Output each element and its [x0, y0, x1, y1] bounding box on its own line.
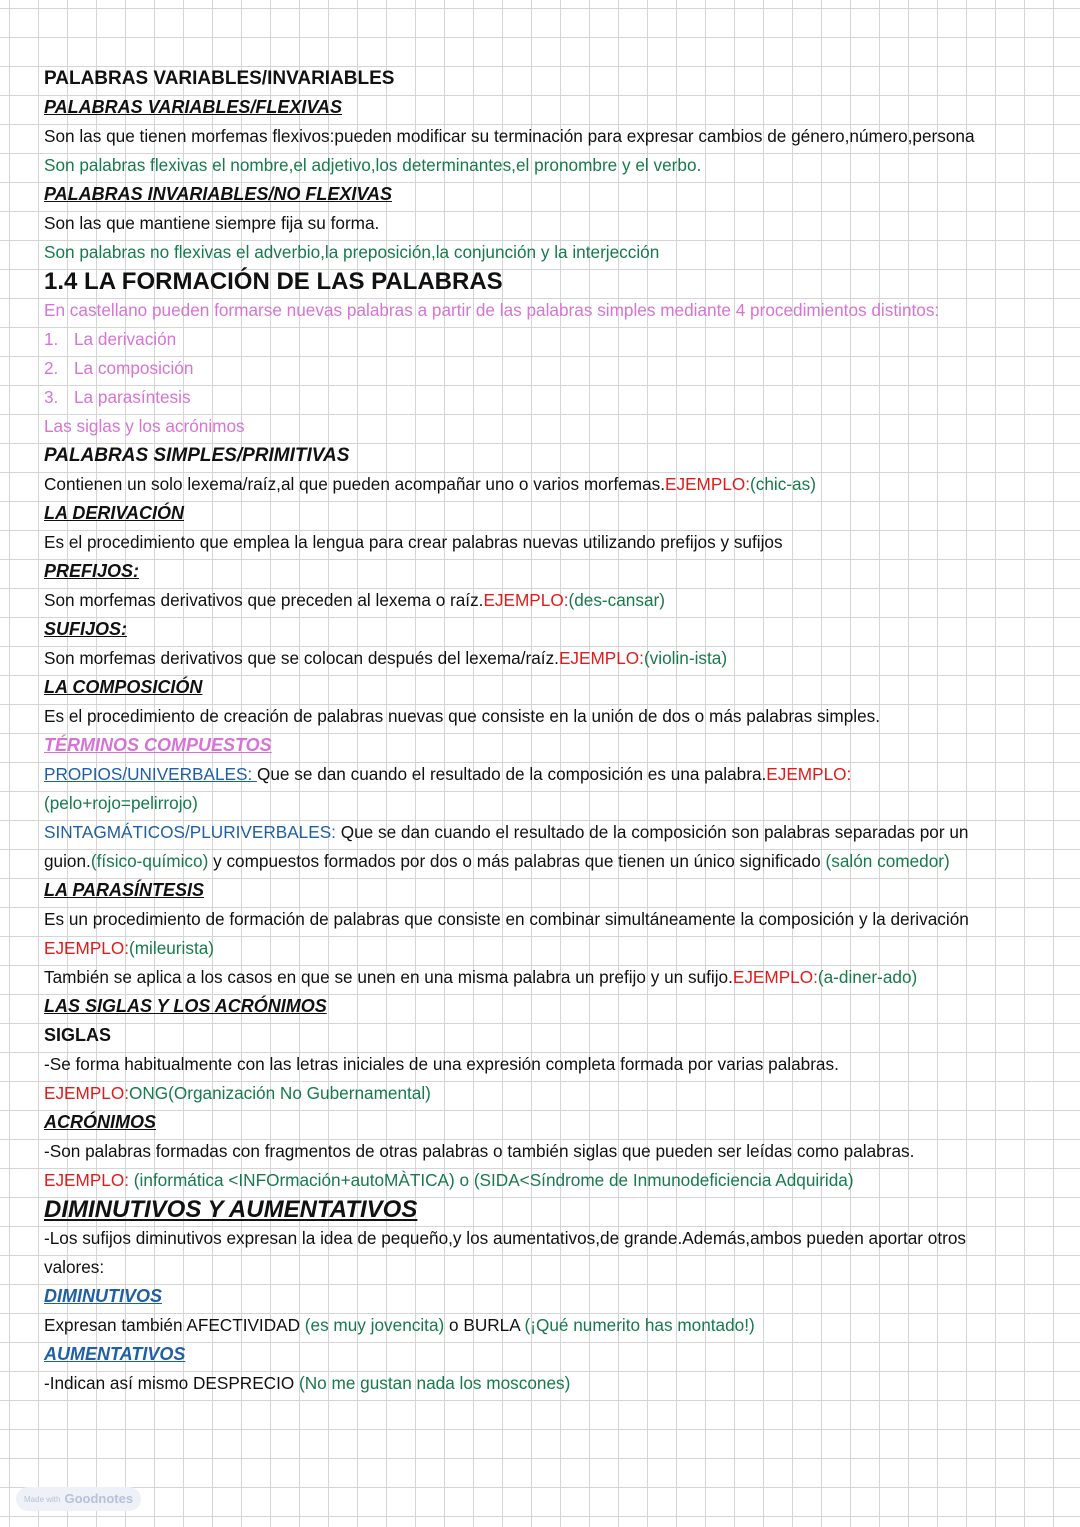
text-line: -Indican así mismo DESPRECIO (No me gustan nada los moscones) — [44, 1373, 571, 1393]
text-line: Son palabras flexivas el nombre,el adjetivo,los determinantes,el pronombre y el verbo. — [44, 155, 702, 175]
subheading-composicion: LA COMPOSICIÓN — [44, 677, 203, 697]
heading-palabras-variables-invariables: PALABRAS VARIABLES/INVARIABLES — [44, 68, 395, 89]
text-line: Son morfemas derivativos que preceden al lexema o raíz.EJEMPLO:(des-cansar) — [44, 590, 665, 610]
subheading-diminutivos: DIMINUTIVOS — [44, 1286, 163, 1306]
goodnotes-badge: Made with Goodnotes — [16, 1487, 141, 1511]
text-line: Son las que mantiene siempre fija su forma. — [44, 213, 380, 233]
heading-siglas: SIGLAS — [44, 1025, 112, 1045]
subheading-derivacion: LA DERIVACIÓN — [44, 503, 185, 523]
subheading-parasintesis: LA PARASÍNTESIS — [44, 880, 205, 900]
subheading-acronimos: ACRÓNIMOS — [44, 1112, 156, 1132]
text-line: -Los sufijos diminutivos expresan la idea de pequeño,y los aumentativos,de grande.Además,ambos pueden aportar otros — [44, 1228, 966, 1248]
section-title-diminutivos-aumentativos: DIMINUTIVOS Y AUMENTATIVOS — [44, 1196, 418, 1223]
text-line: También se aplica a los casos en que se unen en una misma palabra un prefijo y un sufijo.EJEMPLO:(a-diner-ado) — [44, 967, 918, 987]
text-line: Es el procedimiento que emplea la lengua para crear palabras nuevas utilizando prefijos y sufijos — [44, 532, 783, 552]
subheading-invariables: PALABRAS INVARIABLES/NO FLEXIVAS — [44, 184, 393, 204]
text-line: Es el procedimiento de creación de palabras nuevas que consiste en la unión de dos o más palabras simples. — [44, 706, 881, 726]
text-line: -Se forma habitualmente con las letras iniciales de una expresión completa formada por varias palabras. — [44, 1054, 839, 1074]
section-title-formacion: 1.4 LA FORMACIÓN DE LAS PALABRAS — [44, 268, 503, 295]
text-line: PROPIOS/UNIVERBALES: Que se dan cuando el resultado de la composición es una palabra.EJEMPLO: — [44, 764, 852, 784]
text-line: Son morfemas derivativos que se colocan después del lexema/raíz.EJEMPLO:(violin-ista) — [44, 648, 728, 668]
subheading-variables-flexivas: PALABRAS VARIABLES/FLEXIVAS — [44, 97, 343, 117]
text-line: EJEMPLO: (informática <INFOrmación+autoMÀTICA) o (SIDA<Síndrome de Inmunodeficiencia Adquirida) — [44, 1170, 854, 1190]
text-line: Es un procedimiento de formación de palabras que consiste en combinar simultáneamente la composición y la derivación — [44, 909, 969, 929]
subheading-terminos-compuestos: TÉRMINOS COMPUESTOS — [44, 735, 272, 755]
note-page — [44, 64, 1044, 1398]
text-line: EJEMPLO:(mileurista) — [44, 938, 215, 958]
text-line: En castellano pueden formarse nuevas palabras a partir de las palabras simples mediante 4 procedimientos distintos: — [44, 300, 940, 320]
text-line: Contienen un solo lexema/raíz,al que pueden acompañar uno o varios morfemas.EJEMPLO:(chic-as) — [44, 474, 816, 494]
text-line: EJEMPLO:ONG(Organización No Gubernamental) — [44, 1083, 431, 1103]
text-line: -Son palabras formadas con fragmentos de otras palabras o también siglas que pueden ser leídas como palabras. — [44, 1141, 915, 1161]
subheading-prefijos: PREFIJOS: — [44, 561, 140, 581]
text-line: SINTAGMÁTICOS/PLURIVERBALES: Que se dan cuando el resultado de la composición son palabras separadas por un — [44, 822, 969, 842]
list-item: 1. La derivación — [44, 329, 177, 349]
list-item: 3. La parasíntesis — [44, 387, 191, 407]
text-line: guion.(físico-químico) y compuestos formados por dos o más palabras que tienen un único significado (salón comedor) — [44, 851, 950, 871]
text-line: (pelo+rojo=pelirrojo) — [44, 793, 198, 813]
text-line: Son las que tienen morfemas flexivos:pueden modificar su terminación para expresar cambios de género,número,persona — [44, 126, 975, 146]
heading-simples-primitivas: PALABRAS SIMPLES/PRIMITIVAS — [44, 445, 350, 466]
text-line: valores: — [44, 1257, 105, 1277]
list-item: Las siglas y los acrónimos — [44, 416, 245, 436]
text-line: Expresan también AFECTIVIDAD (es muy jovencita) o BURLA (¡Qué numerito has montado!) — [44, 1315, 755, 1335]
subheading-aumentativos: AUMENTATIVOS — [44, 1344, 186, 1364]
subheading-sufijos: SUFIJOS: — [44, 619, 128, 639]
subheading-siglas-acronimos: LAS SIGLAS Y LOS ACRÓNIMOS — [44, 996, 327, 1016]
list-item: 2. La composición — [44, 358, 194, 378]
text-line: Son palabras no flexivas el adverbio,la preposición,la conjunción y la interjección — [44, 242, 660, 262]
